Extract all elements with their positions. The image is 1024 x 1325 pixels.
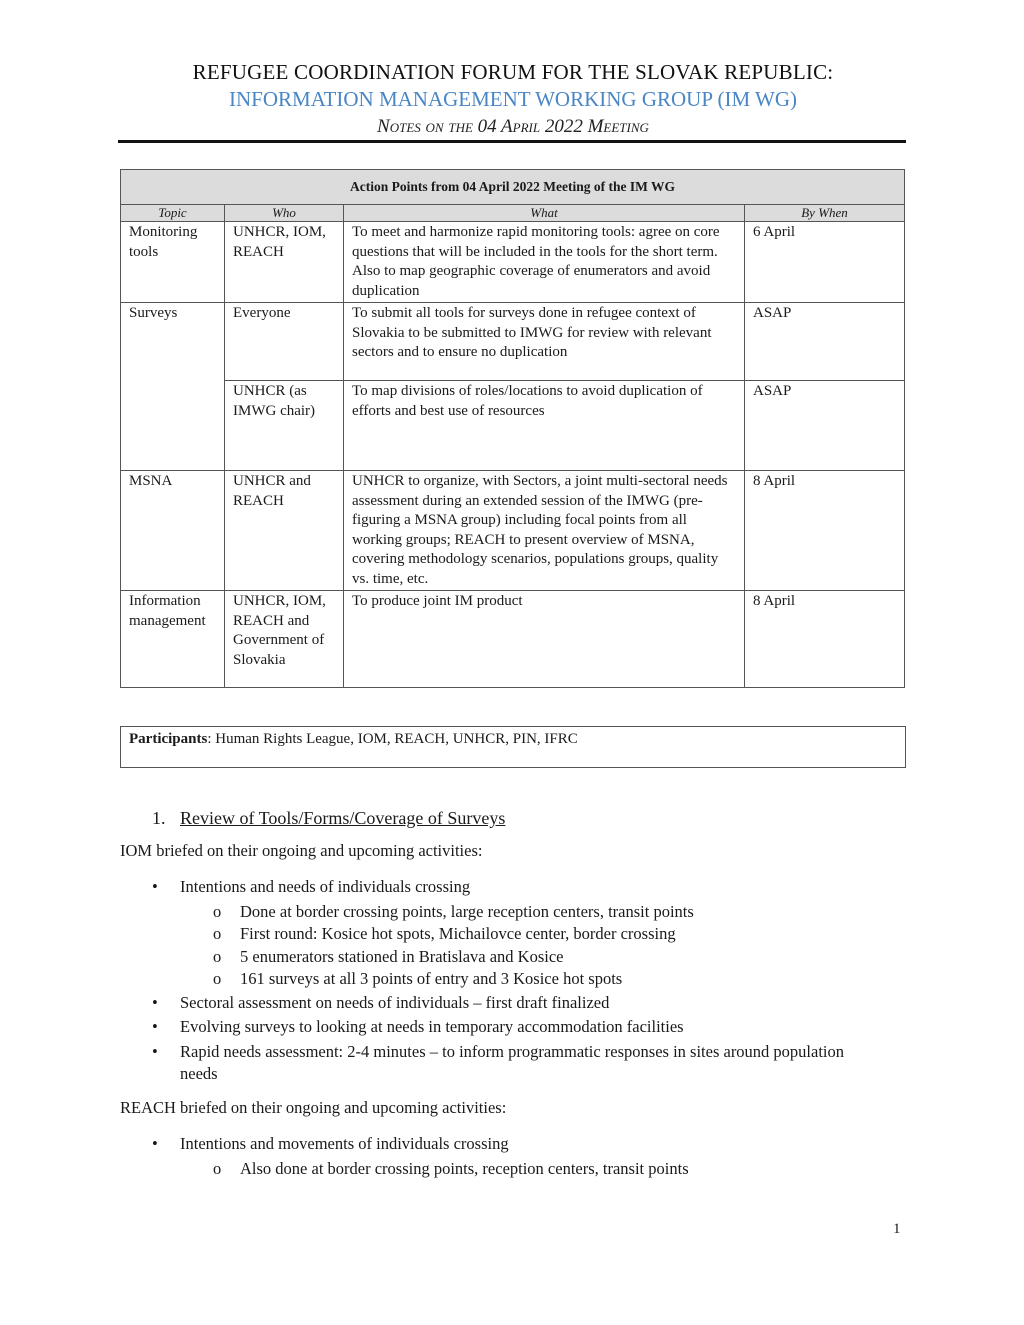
participants-label: Participants: [129, 731, 208, 747]
header-rule: [118, 140, 906, 143]
bullet-icon: •: [152, 1017, 158, 1036]
list-item: • Evolving surveys to looking at needs in temporary accommodation facilities: [120, 1016, 880, 1039]
iom-bullet-list: [120, 876, 880, 1088]
table-row: [121, 471, 905, 591]
sub-list-item: o 5 enumerators stationed in Bratislava and Kosice: [120, 946, 880, 969]
table-row: [121, 222, 905, 303]
action-points-table: [120, 169, 905, 688]
sub-list-item: o 161 surveys at all 3 points of entry and 3 Kosice hot spots: [120, 968, 880, 991]
list-item: • Intentions and needs of individuals crossing: [120, 876, 880, 899]
cell-who: UNHCR, IOM, REACH and Government of Slovakia: [225, 591, 344, 688]
section-heading: [152, 806, 505, 830]
list-item: • Intentions and movements of individuals crossing: [120, 1133, 880, 1156]
bullet-icon: •: [152, 1134, 158, 1153]
bullet-icon: •: [152, 1041, 158, 1061]
sub-list-item: o Done at border crossing points, large reception centers, transit points: [120, 901, 880, 924]
sub-bullet-icon: o: [213, 1158, 222, 1178]
cell-topic: Surveys: [121, 303, 225, 471]
cell-when: 8 April: [745, 591, 905, 688]
document-header: [120, 58, 906, 141]
cell-who: UNHCR, IOM, REACH: [225, 222, 344, 303]
bullet-icon: •: [152, 992, 158, 1012]
iom-intro: IOM briefed on their ongoing and upcoming activities:: [120, 841, 483, 860]
cell-what: To meet and harmonize rapid monitoring tools: agree on core questions that will be included in the tools for the short term. Also to map geographic coverage of enumerators and avoid duplication: [344, 222, 745, 303]
cell-who: UNHCR and REACH: [225, 471, 344, 591]
sub-bullet-icon: o: [213, 946, 222, 966]
header-working-group: INFORMATION MANAGEMENT WORKING GROUP (IM WG): [229, 87, 797, 111]
participants-list: : Human Rights League, IOM, REACH, UNHCR, PIN, IFRC: [207, 731, 578, 747]
table-title: Action Points from 04 April 2022 Meeting of the IM WG: [121, 170, 905, 205]
bullet-icon: •: [152, 877, 158, 896]
list-item: • Rapid needs assessment: 2-4 minutes – to inform programmatic responses in sites around population needs: [152, 1041, 845, 1083]
reach-intro: REACH briefed on their ongoing and upcoming activities:: [120, 1098, 507, 1117]
cell-topic: Monitoring tools: [121, 222, 225, 303]
table-row: [121, 591, 905, 688]
header-forum-title: REFUGEE COORDINATION FORUM FOR THE SLOVAK REPUBLIC:: [192, 60, 834, 84]
col-header-topic: Topic: [121, 205, 225, 222]
participants-box: [120, 726, 906, 768]
section-title: Review of Tools/Forms/Coverage of Surveys: [180, 808, 506, 828]
cell-who: Everyone: [225, 303, 344, 381]
cell-topic: MSNA: [121, 471, 225, 591]
sub-bullet-icon: o: [213, 924, 222, 943]
col-header-by-when: By When: [745, 205, 905, 222]
cell-when: 6 April: [745, 222, 905, 303]
cell-what: To produce joint IM product: [344, 591, 745, 688]
cell-what: UNHCR to organize, with Sectors, a joint multi-sectoral needs assessment during an extended session of the IMWG (pre-figuring a MSNA group) including focal points from all working groups; REACH to present overview of MSNA, covering methodology scenarios, populations groups, quality vs. time, etc.: [344, 471, 745, 591]
header-meeting-notes: Notes on the 04 April 2022 Meeting: [377, 116, 649, 137]
reach-bullet-list: [120, 1133, 880, 1180]
sub-list-item: o Also done at border crossing points, reception centers, transit points: [120, 1158, 880, 1181]
col-header-what: What: [344, 205, 745, 222]
cell-when: 8 April: [745, 471, 905, 591]
cell-when: ASAP: [745, 303, 905, 381]
sub-bullet-icon: o: [213, 969, 222, 988]
cell-what: To map divisions of roles/locations to avoid duplication of efforts and best use of resources: [344, 381, 745, 471]
cell-topic: Information management: [121, 591, 225, 688]
table-row: [121, 381, 905, 471]
cell-what: To submit all tools for surveys done in refugee context of Slovakia to be submitted to IMWG for review with relevant sectors and to ensure no duplication: [344, 303, 745, 381]
sub-bullet-icon: o: [213, 901, 222, 921]
section-number: 1.: [152, 808, 166, 828]
col-header-who: Who: [225, 205, 344, 222]
page-number: 1: [893, 1221, 901, 1237]
table-row: [121, 303, 905, 381]
list-item: • Sectoral assessment on needs of individuals – first draft finalized: [120, 992, 880, 1015]
cell-when: ASAP: [745, 381, 905, 471]
sub-list-item: o First round: Kosice hot spots, Michailovce center, border crossing: [120, 923, 880, 946]
cell-who: UNHCR (as IMWG chair): [225, 381, 344, 471]
